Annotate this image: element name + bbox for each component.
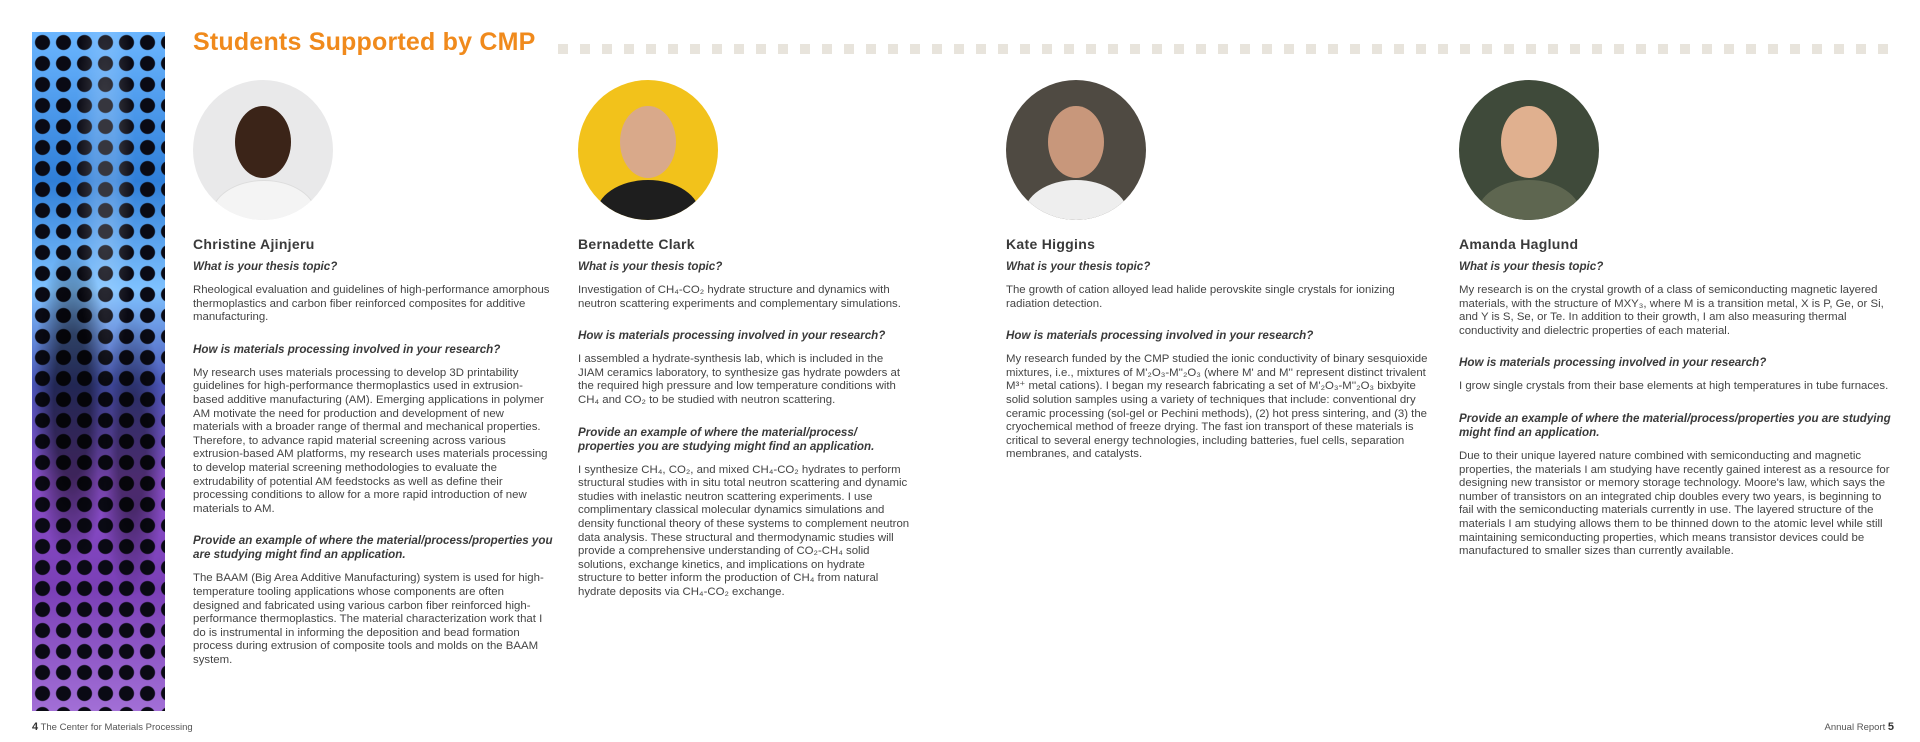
- question: What is your thesis topic?: [1006, 260, 1151, 273]
- student-name: Kate Higgins: [1006, 236, 1096, 252]
- question: What is your thesis topic?: [193, 260, 338, 273]
- footer-left: [32, 721, 193, 733]
- page-number-right: 5: [1887, 721, 1894, 733]
- cover-artwork-strip: [32, 32, 165, 711]
- question: Provide an example of where the material/process/properties you are studying might find an application.: [193, 534, 553, 562]
- question: Provide an example of where the material/process/ properties you are studying might find an application.: [578, 425, 875, 453]
- question: What is your thesis topic?: [578, 260, 723, 273]
- student-photo: [1459, 80, 1599, 220]
- answer: Rheological evaluation and guidelines of high-performance amorphous thermoplastics and carbon fiber reinforced composites for additive manufacturing.: [193, 284, 550, 324]
- student-photo: [578, 80, 718, 220]
- footer-report-name: Annual Report: [1824, 722, 1886, 733]
- question: How is materials processing involved in your research?: [1459, 356, 1767, 370]
- page-title: Students Supported by CMP: [193, 28, 536, 56]
- question: How is materials processing involved in your research?: [1006, 329, 1314, 343]
- answer: The growth of cation alloyed lead halide perovskite single crystals for ionizing radiation detection.: [1006, 284, 1395, 310]
- footer-publication-name: The Center for Materials Processing: [40, 722, 193, 733]
- question: Provide an example of where the material/process/properties you are studying might find an application.: [1459, 411, 1891, 439]
- answer: Investigation of CH₄-CO₂ hydrate structure and dynamics with neutron scattering experiments and complementary simulations.: [578, 284, 901, 310]
- student-name: Christine Ajinjeru: [193, 236, 315, 252]
- answer: The BAAM (Big Area Additive Manufacturing) system is used for high-temperature tooling applications whose components are often designed and fabricated using various carbon fiber reinforced high-performance thermoplastics. The material characterization work that I do is instrumental in informing the deposition and bead formation process during extrusion of composite tools and molds on the BAAM system.: [193, 572, 544, 666]
- student-profile-3: [1006, 80, 1434, 461]
- answer: I assembled a hydrate-synthesis lab, which is included in the JIAM ceramics laboratory, to synthesize gas hydrate powders at the required high pressure and low temperature conditions with CH₄ and CO₂ to be studied with neutron scattering.: [578, 353, 901, 406]
- student-profile-2: [578, 80, 910, 598]
- student-profile-4: [1459, 80, 1893, 558]
- page-number-left: 4: [32, 721, 39, 733]
- footer-right: [1825, 721, 1895, 733]
- question: How is materials processing involved in your research?: [193, 342, 501, 356]
- answer: Due to their unique layered nature combined with semiconducting and magnetic properties, the materials I am studying have recently gained interest as a resource for designing new transistor or memory storage technology. Moore's law, which says the number of transistors on an integrated chip doubles every two years, is beginning to fail with the semiconducting materials currently in use. The layered structure of the materials I am studying allows them to be thinned down to the atomic level while still maintaining semiconducting properties, which means transistor devices could be manufactured to smaller sizes than currently available.: [1459, 449, 1890, 558]
- answer: My research funded by the CMP studied the ionic conductivity of binary sesquioxide mixtures, i.e., mixtures of M'₂O₃-M''₂O₃ (where M' and M'' represent distinct trivalent M³⁺ metal cations). I began my research fabricating a set of M'₂O₃-M''₂O₃ bixbyite solid solution samples using a variety of techniques that include: conventional dry ceramic processing (sol-gel or Pechini methods), (2) hot press sintering, and (3) the cryochemical method of freeze drying. The fast ion transport of these materials is critical to several energy technologies, including batteries, fuel cells, separation membranes, and catalysts.: [1006, 353, 1428, 461]
- student-name: Amanda Haglund: [1459, 236, 1579, 252]
- student-photo: [193, 80, 333, 220]
- student-name: Bernadette Clark: [578, 236, 695, 252]
- student-profile-1: [193, 80, 553, 666]
- question: What is your thesis topic?: [1459, 260, 1604, 273]
- answer: I synthesize CH₄, CO₂, and mixed CH₄-CO₂ hydrates to perform structural studies with in situ total neutron scattering and dynamic studies with inelastic neutron scattering experiments. I use complimentary classical molecular dynamics simulations and density functional theory of these systems to complement neutron data analysis. These structural and thermodynamic studies will provide a comprehensive understanding of CO₂-CH₄ solid solutions, exchange kinetics, and implications on hydrate structure to better inform the production of CH₄ from natural hydrate deposits via CH₄-CO₂ exchange.: [578, 463, 910, 598]
- answer: I grow single crystals from their base elements at high temperatures in tube furnaces.: [1459, 380, 1889, 393]
- answer: My research is on the crystal growth of a class of semiconducting magnetic layered materials, with the structure of MXY₃, where M is a transition metal, X is P, Ge, or Si, and Y is S, Se, or Te. In addition to their growth, I am also measuring thermal conductivity and dielectric properties of each material.: [1459, 284, 1884, 337]
- student-photo: [1006, 80, 1146, 220]
- title-dotted-rule: [558, 44, 1896, 54]
- question: How is materials processing involved in your research?: [578, 329, 886, 343]
- answer: My research uses materials processing to develop 3D printability guidelines for high-performance thermoplastics used in extrusion-based additive manufacturing (AM). Emerging applications in polymer AM motivate the need for production and development of new materials with a broader range of thermal and mechanical properties. Therefore, to advance rapid material screening across various extrusion-based AM platforms, my research uses materials processing to develop material screening methodologies to evaluate the extrudability of potential AM feedstocks as well as define their processing conditions to allow for a more rapid introduction of new materials to AM.: [193, 366, 548, 515]
